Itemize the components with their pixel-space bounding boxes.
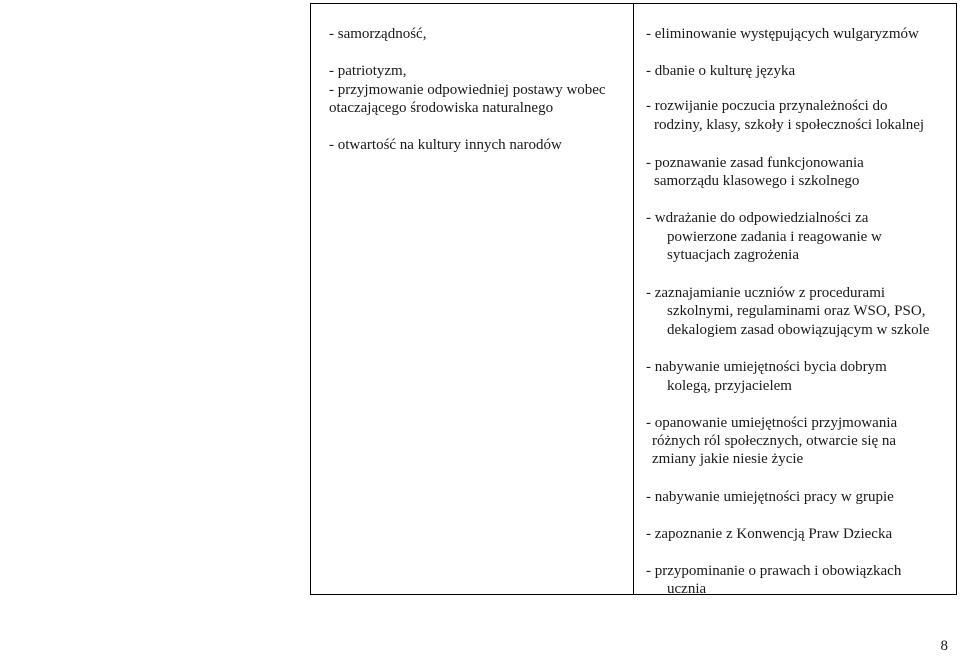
left-line-4: otaczającego środowiska naturalnego — [329, 100, 554, 116]
right-line-17: zmiany jakie niesie życie — [652, 451, 804, 467]
right-line-21: ucznia — [667, 581, 707, 597]
right-line-4: rodziny, klasy, szkoły i społeczności lokalnej — [654, 117, 925, 133]
right-line-19: - zapoznanie z Konwencją Praw Dziecka — [646, 526, 893, 542]
right-line-2: - dbanie o kulturę języka — [646, 63, 796, 79]
column-divider — [633, 4, 634, 594]
right-line-11: szkolnymi, regulaminami oraz WSO, PSO, — [667, 303, 926, 319]
right-line-3: - rozwijanie poczucia przynależności do — [646, 98, 888, 114]
right-line-16: różnych ról społecznych, otwarcie się na — [652, 433, 897, 449]
left-line-2: - patriotyzm, — [329, 63, 407, 79]
right-line-12: dekalogiem zasad obowiązującym w szkole — [667, 322, 930, 338]
right-line-6: samorządu klasowego i szkolnego — [654, 173, 860, 189]
right-line-10: - zaznajamianie uczniów z procedurami — [646, 285, 886, 301]
right-line-20: - przypominanie o prawach i obowiązkach — [646, 563, 902, 579]
right-line-13: - nabywanie umiejętności bycia dobrym — [646, 359, 887, 375]
right-line-7: - wdrażanie do odpowiedzialności za — [646, 210, 869, 226]
right-line-9: sytuacjach zagrożenia — [667, 247, 800, 263]
right-line-1: - eliminowanie występujących wulgaryzmów — [646, 26, 919, 42]
content-table — [310, 3, 957, 595]
right-line-8: powierzone zadania i reagowanie w — [667, 229, 882, 245]
right-line-15: - opanowanie umiejętności przyjmowania — [646, 415, 898, 431]
right-line-14: kolegą, przyjacielem — [667, 378, 792, 394]
page-number: 8 — [940, 638, 948, 654]
left-line-1: - samorządność, — [329, 26, 427, 42]
right-line-18: - nabywanie umiejętności pracy w grupie — [646, 489, 894, 505]
left-line-5: - otwartość na kultury innych narodów — [329, 137, 562, 153]
right-line-5: - poznawanie zasad funkcjonowania — [646, 155, 864, 171]
left-line-3: - przyjmowanie odpowiedniej postawy wobec — [329, 82, 606, 98]
